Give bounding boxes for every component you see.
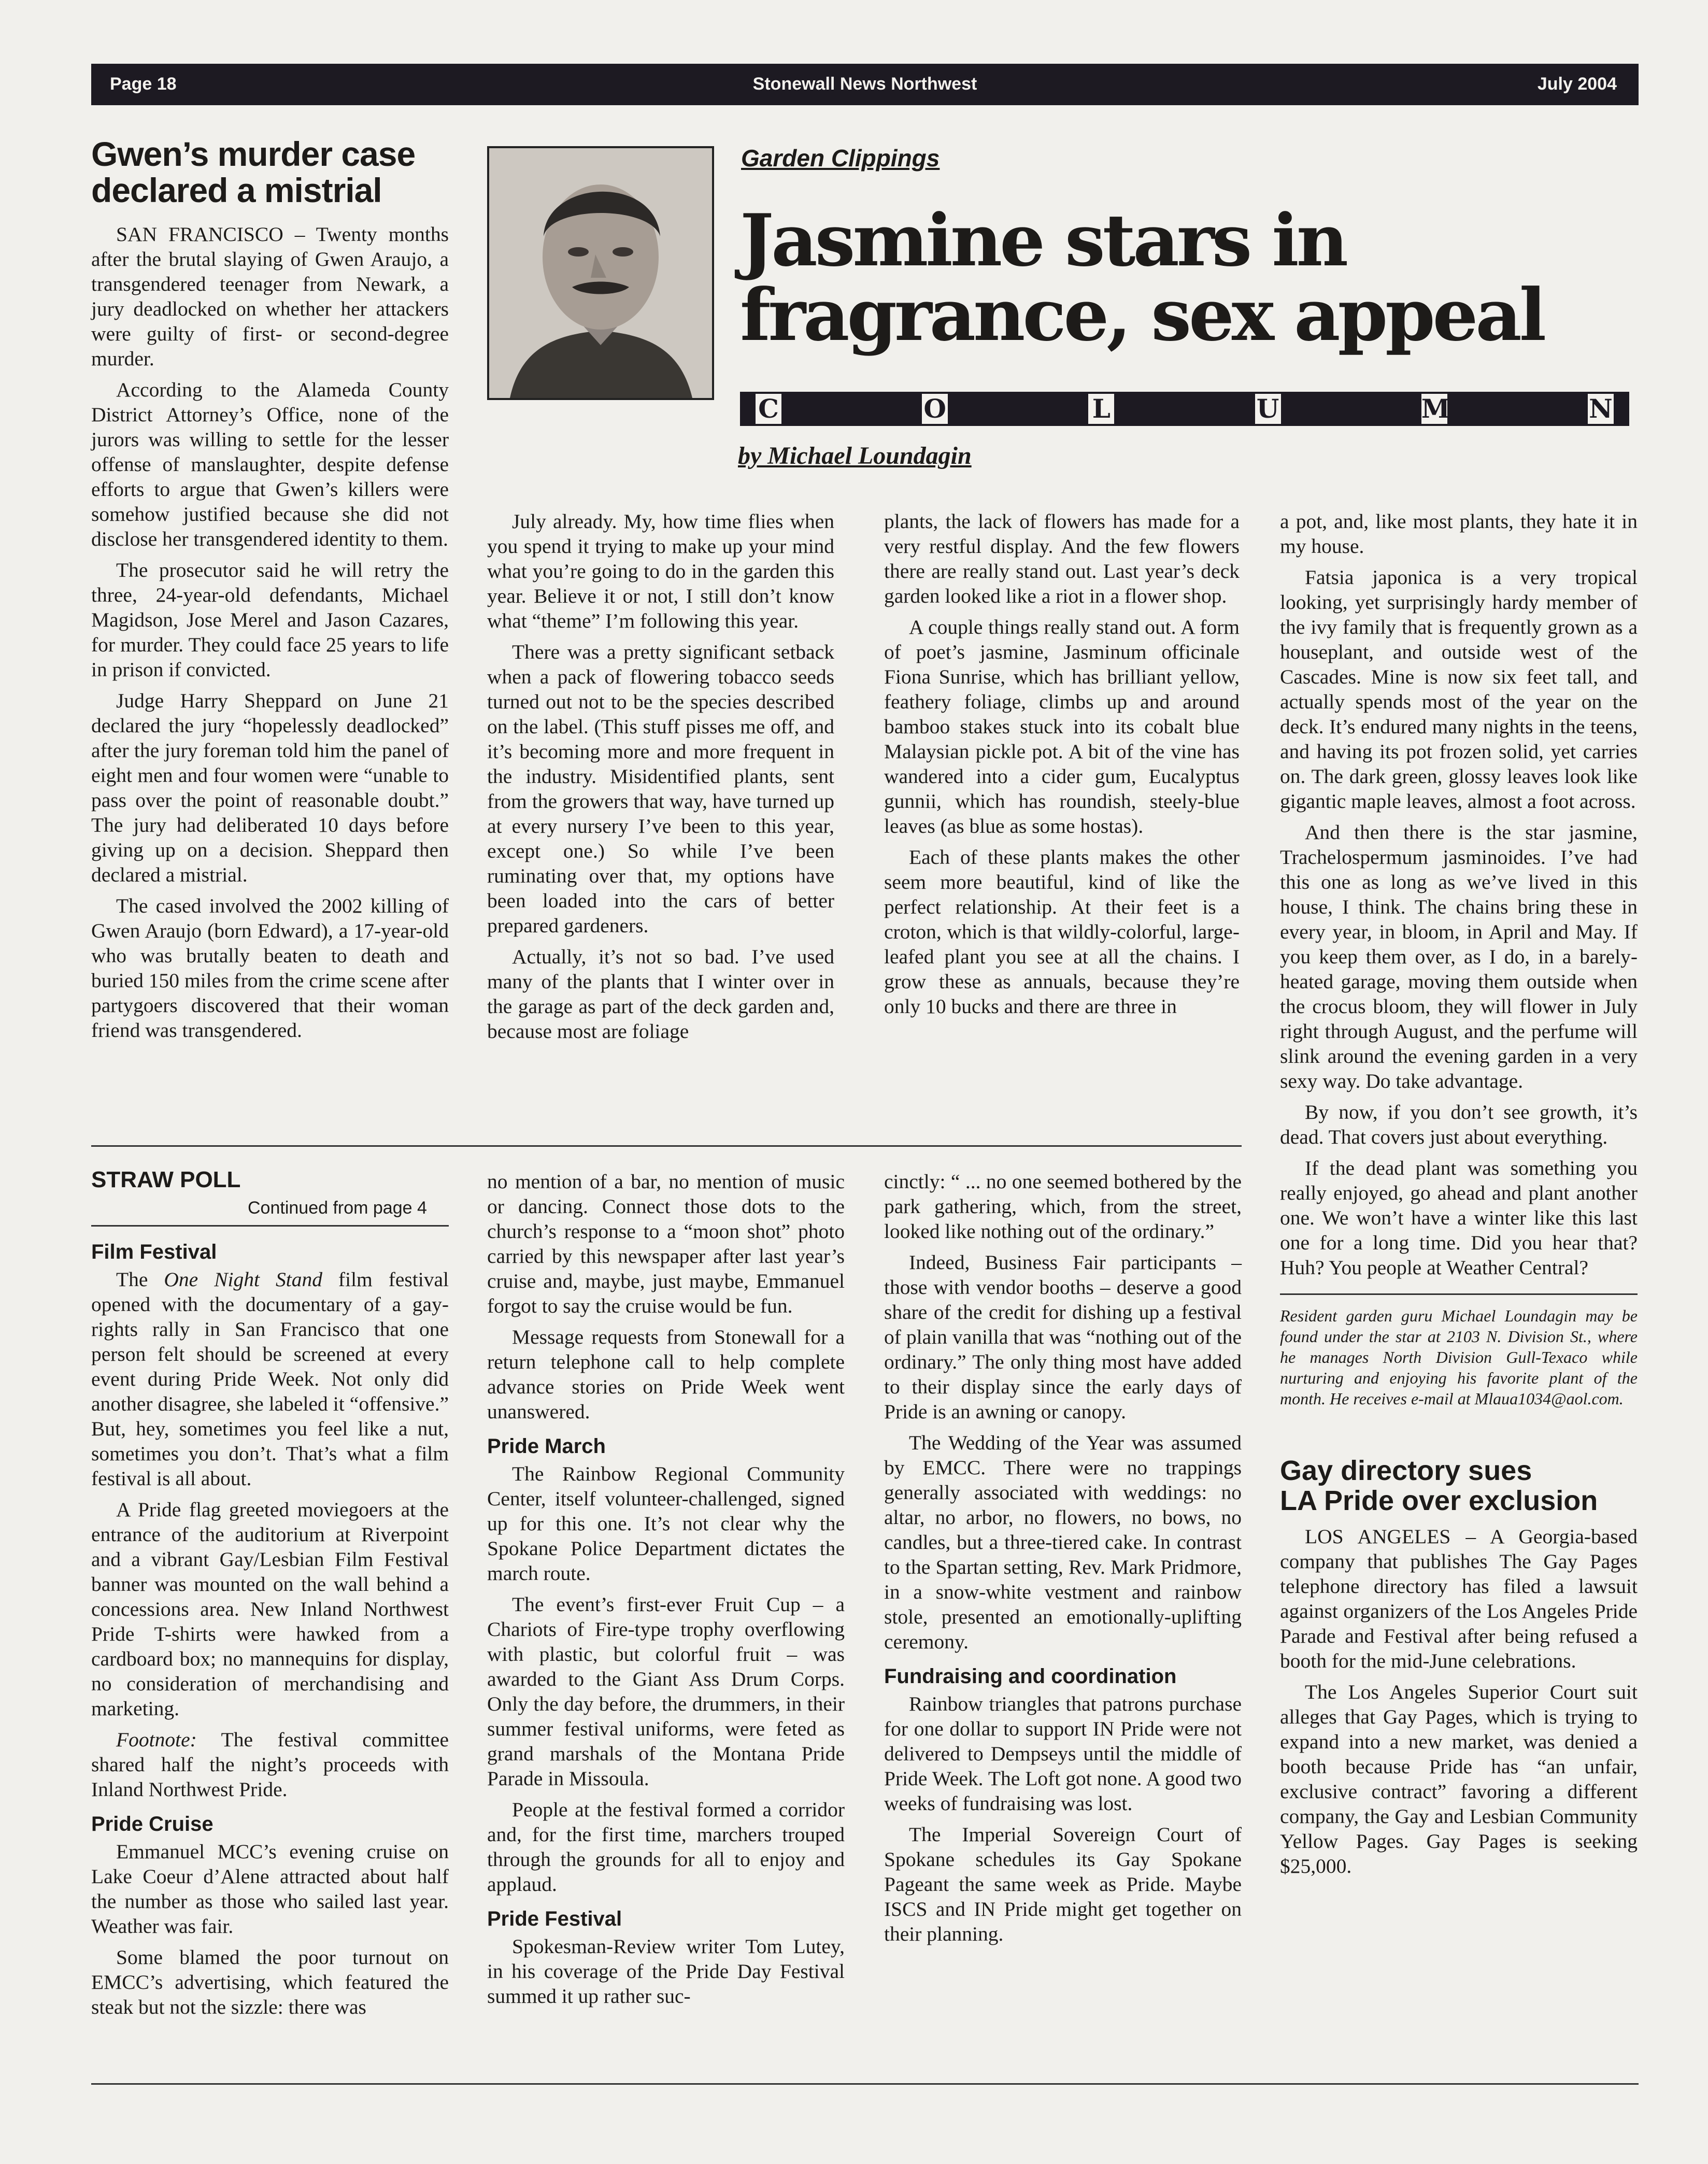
issue-date: July 2004 bbox=[1537, 74, 1617, 94]
page-bottom-rule bbox=[91, 2083, 1639, 2085]
column-banner-letter: N bbox=[1588, 394, 1614, 424]
mistrial-paragraph: According to the Alameda County District Attorney’s Office, none of the jurors was willing to settle for the lesser offense of manslaughter, despite defense efforts to argue that Gwen’s killers were somehow justified because she did not disclose her transgendered identity to them. bbox=[91, 378, 449, 550]
author-photo bbox=[487, 146, 714, 400]
straw-poll-paragraph: no mention of a bar, no mention of music or dancing. Connect those dots to the church’s response to a “moon shot” photo carried by this newspaper after last year’s cruise and, maybe, just maybe, Emmanuel forgot to say the cruise would be fun. bbox=[487, 1170, 845, 1317]
straw-poll-column-1 bbox=[91, 1166, 449, 2026]
straw-poll-paragraph: A Pride flag greeted moviegoers at the entrance of the auditorium at Riverpoint and a vibrant Gay/Lesbian Film Festival banner was mounted on the wall behind a concessions area. New Inland Northwest Pride T-shirts were hawked from a cardboard box; no mannequins for display, no consideration of merchandising and marketing. bbox=[91, 1498, 449, 1720]
straw-poll-column-2 bbox=[487, 1169, 845, 2015]
garden-paragraph: By now, if you don’t see growth, it’s dead. That covers just about everything. bbox=[1280, 1101, 1638, 1148]
continued-from-note: Continued from page 4 bbox=[248, 1198, 427, 1218]
garden-paragraph: There was a pretty significant setback when a pack of flowering tobacco seeds turned out not to be the species described on the label. (This stuff pisses me off, and it’s becoming more and more frequent in the industry. Misidentified plants, sent from the growers that way, have turned up at every nursery I’ve been to this year, except one.) So while I’ve been ruminating over that, my options have been loaded into the cars of better prepared gardeners. bbox=[487, 640, 834, 937]
garden-column-1 bbox=[487, 509, 834, 1050]
column-byline: by Michael Loundagin bbox=[738, 442, 972, 469]
straw-poll-paragraph: The Wedding of the Year was assumed by EMCC. There were no trappings generally associated with weddings: no altar, no arbor, no flowers, no bows, no candles, but a three-tiered cake. In contrast to the Spartan setting, Rev. Mark Pridmore, in a snow-white vestment and rainbow stole, presented an emotionally-uplifting ceremony. bbox=[884, 1431, 1242, 1653]
mistrial-paragraph: SAN FRANCISCO – Twenty months after the brutal slaying of Gwen Araujo, a transgendered teenager from Newark, a jury deadlocked on whether her attackers were guilty of first- or second-degree murder. bbox=[91, 223, 449, 370]
column-banner bbox=[740, 392, 1629, 426]
straw-poll-paragraph: Rainbow triangles that patrons purchase for one dollar to support IN Pride were not delivered to Dempseys until the middle of Pride Week. The Loft got none. A good two weeks of fundraising was lost. bbox=[884, 1692, 1242, 1815]
straw-poll-rule bbox=[91, 1225, 449, 1227]
garden-column-2 bbox=[884, 509, 1240, 1025]
mistrial-paragraph: Judge Harry Sheppard on June 21 declared the jury “hopelessly deadlocked” after the jury foreman told him the panel of eight men and four women were “unable to pass over the point of reasonable doubt.” The jury had deliberated 10 days before giving up on a decision. Sheppard then declared a mistrial. bbox=[91, 689, 449, 886]
straw-poll-paragraph: Indeed, Business Fair participants – those with vendor booths – deserve a good share of the credit for dishing up a festival of plain vanilla that was “nothing out of the ordinary.” The only thing most have added to their display since the early days of Pride is an awning or canopy. bbox=[884, 1251, 1242, 1423]
straw-poll-paragraph: Spokesman-Review writer Tom Lutey, in his coverage of the Pride Day Festival summed it up rather suc- bbox=[487, 1935, 845, 2008]
straw-poll-paragraph: People at the festival formed a corridor and, for the first time, marchers trouped through the grounds for all to enjoy and applaud. bbox=[487, 1798, 845, 1896]
straw-poll-footnote: Footnote: The festival committee shared half the night’s proceeds with Inland Northwest Pride. bbox=[91, 1728, 449, 1801]
mistrial-body bbox=[91, 222, 449, 1049]
garden-column-3 bbox=[1280, 509, 1638, 1885]
column-banner-letter: U bbox=[1255, 394, 1281, 424]
straw-poll-paragraph: The Imperial Sovereign Court of Spokane schedules its Gay Spokane Pageant the same week as Pride. Maybe ISCS and IN Pride might get together on their planning. bbox=[884, 1823, 1242, 1945]
publication-name: Stonewall News Northwest bbox=[752, 74, 977, 94]
directory-headline: Gay directory sues LA Pride over exclusion bbox=[1280, 1455, 1598, 1516]
page-header-bar bbox=[91, 64, 1639, 105]
straw-poll-title: STRAW POLL bbox=[91, 1167, 241, 1192]
straw-poll-paragraph: Emmanuel MCC’s evening cruise on Lake Coeur d’Alene attracted about half the number as those who sailed last year. Weather was fair. bbox=[91, 1840, 449, 1938]
column-kicker: Garden Clippings bbox=[741, 145, 940, 172]
author-portrait-image bbox=[489, 148, 712, 398]
column-banner-letter: O bbox=[922, 394, 948, 424]
mistrial-paragraph: The prosecutor said he will retry the three, 24-year-old defendants, Michael Magidson, Jose Merel and Jason Cazares, for murder. They could face 25 years to life in prison if convicted. bbox=[91, 559, 449, 681]
straw-poll-paragraph: Some blamed the poor turnout on EMCC’s advertising, which featured the steak but not the sizzle: there was bbox=[91, 1946, 449, 2018]
straw-poll-paragraph: cinctly: “ ... no one seemed bothered by the park gathering, which, from the street, looked like nothing out of the ordinary.” bbox=[884, 1170, 1242, 1243]
garden-paragraph: a pot, and, like most plants, they hate it in my house. bbox=[1280, 510, 1638, 558]
straw-poll-paragraph: The event’s first-ever Fruit Cup – a Chariots of Fire-type trophy overflowing with plastic, but colorful fruit – was awarded to the Giant Ass Drum Corps. Only the day before, the drummers, in their summer festival uniforms, were feted as grand marshals of the Montana Pride Parade in Missoula. bbox=[487, 1593, 845, 1790]
section-divider bbox=[91, 1145, 1242, 1147]
section-heading: Pride Cruise bbox=[91, 1813, 214, 1835]
straw-poll-column-3 bbox=[884, 1169, 1242, 1953]
garden-paragraph: July already. My, how time flies when you spend it trying to make up your mind what you’re going to do in the garden this year. Believe it or not, I still don’t know what “theme” I’m following this year. bbox=[487, 510, 834, 632]
garden-paragraph: A couple things really stand out. A form of poet’s jasmine, Jasminum officinale Fiona Sunrise, which has brilliant yellow, feathery foliage, climbs up and around bamboo stakes stuck into its cobalt blue Malaysian pickle pot. A bit of the vine has wandered into a cider gum, Eucalyptus gunnii, which has roundish, steely-blue leaves (as blue as some hostas). bbox=[884, 616, 1240, 837]
straw-poll-paragraph: Message requests from Stonewall for a return telephone call to help complete advance stories on Pride Week went unanswered. bbox=[487, 1326, 845, 1423]
directory-paragraph: LOS ANGELES – A Georgia-based company that publishes The Gay Pages telephone directory has filed a lawsuit against organizers of the Los Angeles Pride Parade and Festival after being refused a booth for the mid-June celebrations. bbox=[1280, 1525, 1638, 1672]
section-heading: Pride Festival bbox=[487, 1907, 622, 1930]
garden-paragraph: And then there is the star jasmine, Trachelospermum jasminoides. I’ve had this one as long as we’ve lived in this house, I think. The chains bring these in every year, in bloom, in April and May. If you keep them over, as I do, in a barely-heated garage, moving them outside when the crocus bloom, they will flower in July right through August, and the perfume will slink around the evening garden in a very sexy way. Do take advantage. bbox=[1280, 821, 1638, 1092]
column-banner-letter: L bbox=[1088, 394, 1114, 424]
garden-paragraph: Fatsia japonica is a very tropical looking, yet surprisingly hardy member of the ivy family that is frequently grown as a houseplant, and outside west of the Cascades. Mine is now six feet tall, and actually spends most of the year on the deck. It’s endured many nights in the teens, and having its pot frozen solid, yet carries on. The dark green, glossy leaves look like gigantic maple leaves, almost a foot across. bbox=[1280, 566, 1638, 813]
straw-poll-paragraph: The Rainbow Regional Community Center, itself volunteer-challenged, signed up for this one. It’s not clear why the Spokane Police Department dictates the march route. bbox=[487, 1462, 845, 1585]
garden-paragraph: If the dead plant was something you really enjoyed, go ahead and plant another one. We won’t have a winter like this last one for a long time. Did you hear that? Huh? You people at Weather Central? bbox=[1280, 1157, 1638, 1279]
bio-divider bbox=[1280, 1293, 1638, 1295]
section-heading: Film Festival bbox=[91, 1241, 217, 1263]
garden-paragraph: Each of these plants makes the other seem more beautiful, kind of like the perfect relationship. At their feet is a croton, which is that wildly-colorful, large-leafed plant you see at all the chains. I grow these as annuals, because they’re only 10 bucks and there are three in bbox=[884, 846, 1240, 1018]
garden-paragraph: plants, the lack of flowers has made for a very restful display. And the few flowers there are really stand out. Last year’s deck garden looked like a riot in a flower shop. bbox=[884, 510, 1240, 607]
author-bio: Resident garden guru Michael Loundagin may be found under the star at 2103 N. Division St., where he manages North Division Gull-Texaco while nurturing and enjoying his favorite plant of the month. He receives e-mail at Mlaua1034@aol.com. bbox=[1280, 1306, 1638, 1408]
column-banner-letter: M bbox=[1421, 393, 1450, 424]
straw-poll-paragraph: The One Night Stand film festival opened with the documentary of a gay-rights rally in San Francisco that one person felt should be screened at every event during Pride Week. Not only did another disagree, she labeled it “offensive.” But, hey, sometimes you feel like a nut, sometimes you don’t. That’s what a film festival is all about. bbox=[91, 1268, 449, 1490]
column-headline: Jasmine stars in fragrance, sex appeal bbox=[740, 198, 1544, 357]
mistrial-paragraph: The cased involved the 2002 killing of Gwen Araujo (born Edward), a 17-year-old who was brutally beaten to death and buried 150 miles from the crime scene after partygoers discovered that their woman friend was transgendered. bbox=[91, 894, 449, 1042]
page-number: Page 18 bbox=[110, 74, 177, 94]
mistrial-headline: Gwen’s murder case declared a mistrial bbox=[91, 135, 416, 209]
column-banner-letter: C bbox=[756, 394, 781, 424]
section-heading: Fundraising and coordination bbox=[884, 1665, 1177, 1688]
section-heading: Pride March bbox=[487, 1435, 606, 1458]
directory-paragraph: The Los Angeles Superior Court suit alleges that Gay Pages, which is trying to expand into a new market, was denied a booth because Pride has “an unfair, exclusive contract” favoring a different company, the Gay and Lesbian Community Yellow Pages. Gay Pages is seeking $25,000. bbox=[1280, 1681, 1638, 1877]
garden-paragraph: Actually, it’s not so bad. I’ve used many of the plants that I winter over in the garage as part of the deck garden and, because most are foliage bbox=[487, 945, 834, 1043]
